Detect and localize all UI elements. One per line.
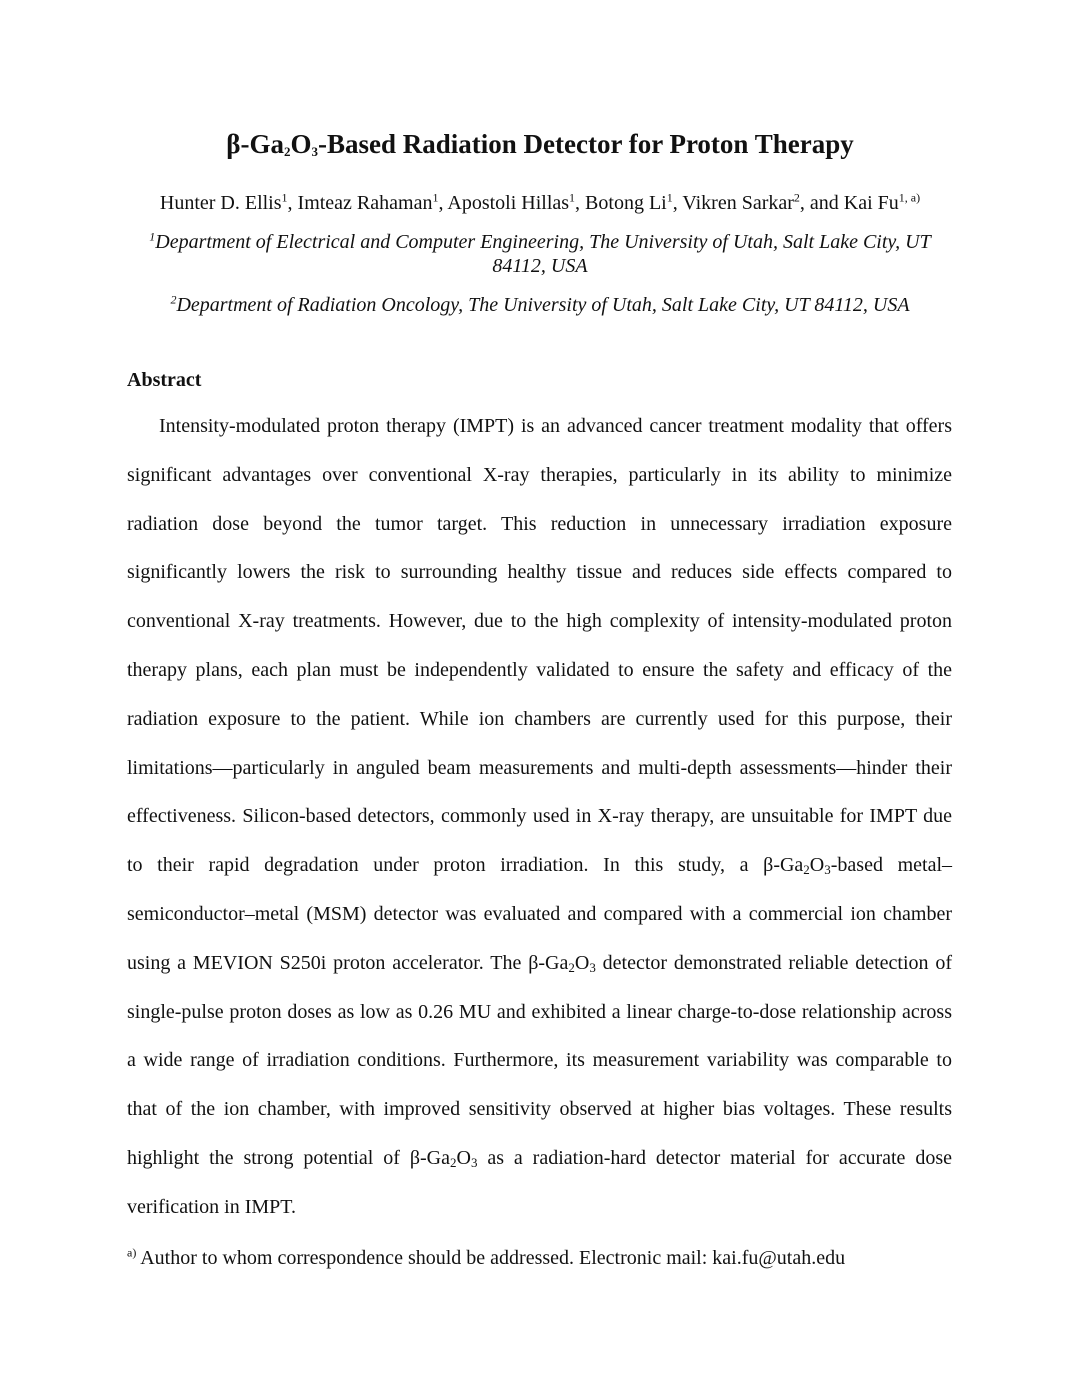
author: Vikren Sarkar [682, 192, 794, 214]
correspondence-footnote [127, 1244, 845, 1272]
author-affiliation-mark: 1 [281, 190, 288, 205]
author: Hunter D. Ellis [159, 192, 282, 214]
abstract-heading: Abstract [127, 369, 202, 391]
author-list: Hunter D. Ellis$^1$, Imteaz Rahaman$^1$, Apostoli Hillas$^1$, Botong Li$^1$, Vikren Sarkar$^2$, and Kai Fu$^{1, a)}$ [159, 190, 921, 214]
author-affiliation-mark: 1 [432, 190, 439, 205]
affiliation-mark: 2 [170, 292, 177, 307]
affiliation-mark: 1 [149, 229, 156, 244]
author: Kai Fu [843, 192, 899, 214]
affiliation-text: Department of Radiation Oncology, The University of Utah, Salt Lake City, UT 84112, USA [176, 294, 910, 316]
affiliation-1 [130, 230, 950, 278]
affiliation-text: Department of Electrical and Computer Engineering, The University of Utah, Salt Lake City, UT 84112, USA [155, 231, 931, 277]
abstract-paragraph: Intensity-modulated proton therapy (IMPT) is an advanced cancer treatment modality that offers significant advantages over conventional X-ray therapies, particularly in its ability to minimize radiation dose beyond the tumor target. This reduction in unnecessary irradiation exposure significantly lowers the risk to surrounding healthy tissue and reduces side effects compared to conventional X-ray treatments. However, due to the high complexity of intensity-modulated proton therapy plans, each plan must be independently validated to ensure the safety and efficacy of the radiation exposure to the patient. While ion chambers are currently used for this purpose, their limitations—particularly in anguled beam measurements and multi-depth assessments—hinder their effectiveness. Silicon-based detectors, commonly used in X-ray therapy, are unsuitable for IMPT due to their rapid degradation under proton irradiation. In this study, a $\beta-Ga_2O_3$-based metal–semiconductor–metal (MSM) detector was evaluated and compared with a commercial ion chamber using a MEVION S250i proton accelerator. The $\beta-Ga_2O_3$ detector demonstrated reliable detection of single-pulse proton doses as low as 0.26 MU and exhibited a linear charge-to-dose relationship across a wide range of irradiation conditions. Furthermore, its measurement variability was comparable to that of the ion chamber, with improved sensitivity observed at higher bias voltages. These results highlight the strong potential of $\beta-Ga_2O_3$ as a radiation-hard detector material for accurate dose verification in IMPT. [127, 415, 952, 1218]
author: Imteaz Rahaman [297, 192, 433, 214]
author-affiliation-mark: 1 [569, 190, 576, 205]
footnote-mark: a) [127, 1245, 137, 1260]
author: Botong Li [585, 192, 667, 214]
footnote-text: Author to whom correspondence should be addressed. Electronic mail: kai.fu@utah.edu [140, 1247, 846, 1269]
author: Apostoli Hillas [447, 192, 570, 214]
abstract-body [127, 402, 952, 1232]
author-affiliation-mark: 1, a) [898, 190, 921, 205]
paper-title: $\beta-Ga_2O_3$-Based Radiation Detector for Proton Therapy [226, 129, 854, 159]
author-affiliation-mark: 2 [793, 190, 800, 205]
author-affiliation-mark: 1 [666, 190, 673, 205]
affiliation-2 [130, 293, 950, 317]
